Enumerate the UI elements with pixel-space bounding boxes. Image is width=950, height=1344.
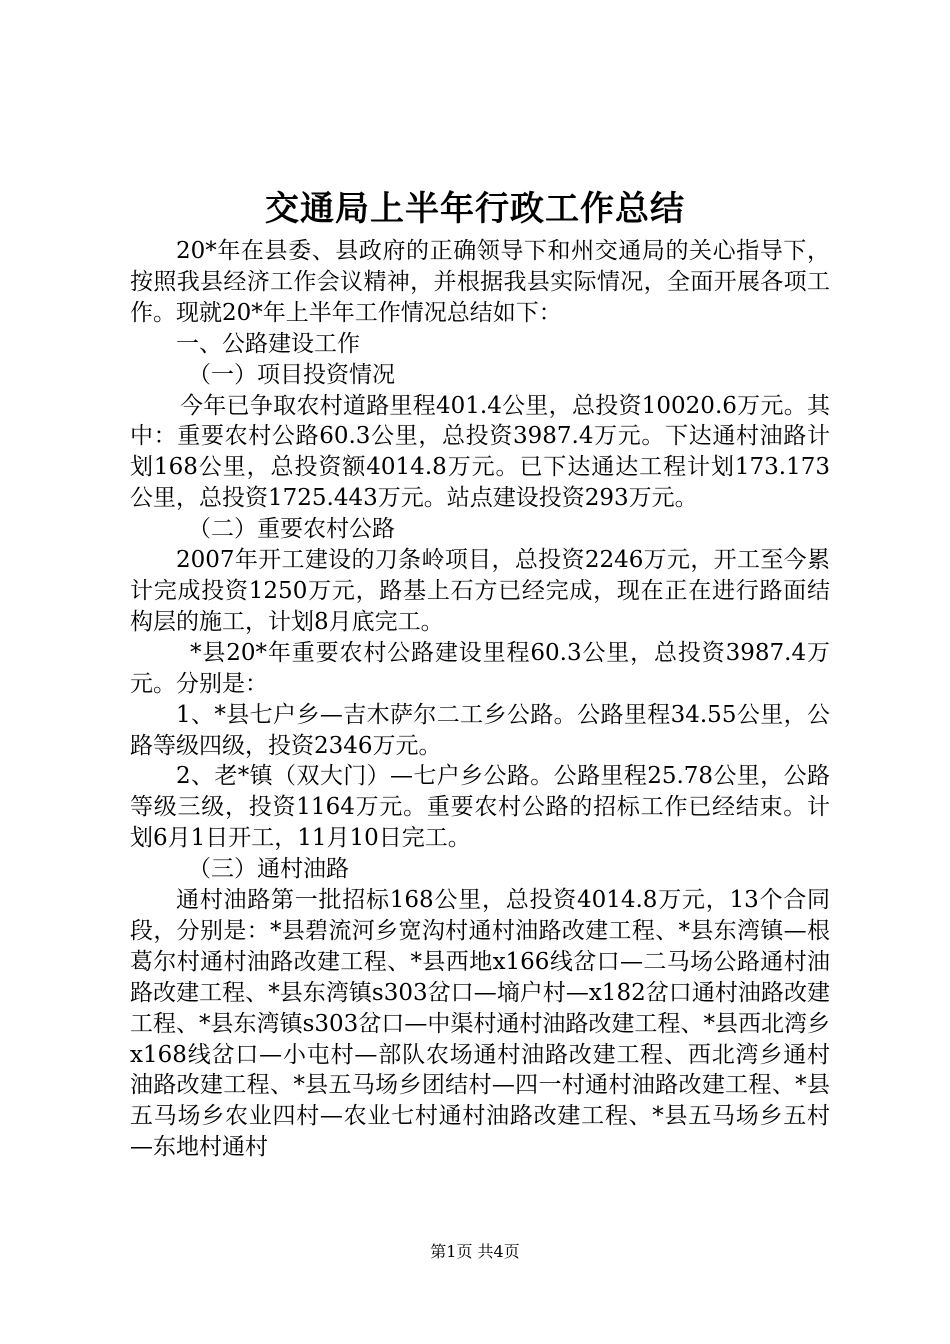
- paragraph-intro: 20*年在县委、县政府的正确领导下和州交通局的关心指导下，按照我县经济工作会议精神，并根据我县实际情况，全面开展各项工作。现就20*年上半年工作情况总结如下：: [130, 238, 830, 326]
- section-heading: 一、公路建设工作: [176, 330, 360, 357]
- paragraph-project: 2007年开工建设的刀条岭项目，总投资2246万元，开工至今累计完成投资1250万元，路基上石方已经完成，现在正在进行路面结构层的施工，计划8月底完工。: [130, 547, 830, 635]
- paragraph-village-roads: 通村油路第一批招标168公里，总投资4014.8万元，13个合同段，分别是：*县碧流河乡宽沟村通村油路改建工程、*县东湾镇—根葛尔村通村油路改建工程、*县西地x166线岔口—二马场公路通村油路改建工程、*县东湾镇s303岔口—墒户村—x182岔口通村油路改建工程、*县东湾镇s303岔口—中渠村通村油路改建工程、*县西北湾乡x168线岔口—小屯村—部队农场通村油路改建工程、西北湾乡通村油路改建工程、*县五马场乡团结村—四一村通村油路改建工程、*县五马场乡农业四村—农业七村通村油路改建工程、*县五马场乡五村—东地村通村: [130, 887, 830, 1161]
- subsection-heading: （一）项目投资情况: [188, 361, 395, 388]
- subsection-heading: （二）重要农村公路: [188, 516, 395, 543]
- subsection-heading: （三）通村油路: [188, 856, 349, 883]
- page-footer: 第1页 共4页: [430, 1242, 520, 1261]
- paragraph-road-1: 1、*县七户乡—吉木萨尔二工乡公路。公路里程34.55公里，公路等级四级，投资2346万元。: [130, 701, 830, 759]
- document-body: [130, 236, 830, 1163]
- paragraph-investment: 今年已争取农村道路里程401.4公里，总投资10020.6万元。其中：重要农村公路60.3公里，总投资3987.4万元。下达通村油路计划168公里，总投资额4014.8万元。已下达通达工程计划173.173公里，总投资1725.443万元。站点建设投资293万元。: [130, 392, 830, 512]
- paragraph-rural-roads: *县20*年重要农村公路建设里程60.3公里，总投资3987.4万元。分别是：: [130, 639, 830, 697]
- document-title: 交通局上半年行政工作总结: [265, 189, 685, 229]
- paragraph-road-2: 2、老*镇（双大门）—七户乡公路。公路里程25.78公里，公路等级三级，投资1164万元。重要农村公路的招标工作已经结束。计划6月1日开工，11月10日完工。: [130, 763, 830, 852]
